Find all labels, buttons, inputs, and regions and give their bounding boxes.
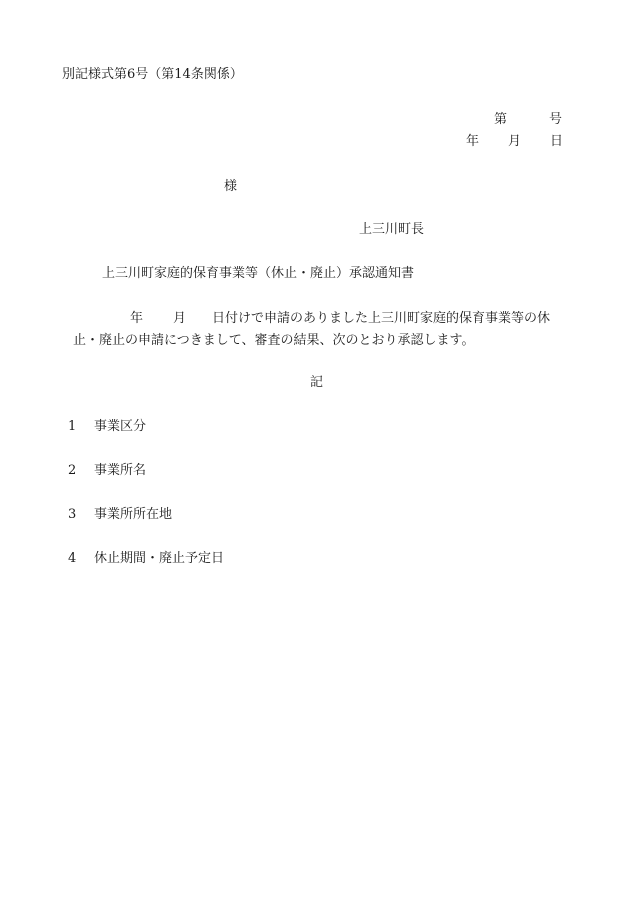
item-number: 1 <box>68 419 77 434</box>
ki-heading: 記 <box>310 375 324 390</box>
list-item <box>68 507 172 523</box>
body-month: 月 <box>173 311 187 326</box>
body-line-1 <box>73 308 573 330</box>
doc-date-month: 月 <box>508 134 522 149</box>
body-text <box>73 308 573 352</box>
item-label: 休止期間・廃止予定日 <box>94 551 225 566</box>
item-number: 4 <box>68 551 77 566</box>
doc-number-suffix: 号 <box>549 112 563 127</box>
document-date <box>466 134 563 150</box>
addressee: 様 <box>224 179 238 194</box>
item-label: 事業所名 <box>94 463 147 478</box>
body-line-2: 止・廃止の申請につきまして、審査の結果、次のとおり承認します。 <box>73 333 475 348</box>
body-line-1-rest: 日付けで申請のありました上三川町家庭的保育事業等の休 <box>212 311 551 326</box>
doc-date-day: 日 <box>550 134 564 149</box>
item-number: 2 <box>68 463 77 478</box>
item-label: 事業所所在地 <box>94 507 173 522</box>
list-item <box>68 551 224 567</box>
document-title: 上三川町家庭的保育事業等（休止・廃止）承認通知書 <box>102 266 415 281</box>
item-number: 3 <box>68 507 77 522</box>
list-item <box>68 463 146 479</box>
doc-date-year: 年 <box>466 134 480 149</box>
item-label: 事業区分 <box>94 419 147 434</box>
list-item <box>68 419 146 435</box>
doc-number-prefix: 第 <box>494 112 508 127</box>
form-reference: 別記様式第6号（第14条関係） <box>62 67 243 82</box>
document-number <box>494 112 562 128</box>
issuer: 上三川町長 <box>359 222 425 237</box>
body-year: 年 <box>130 311 144 326</box>
